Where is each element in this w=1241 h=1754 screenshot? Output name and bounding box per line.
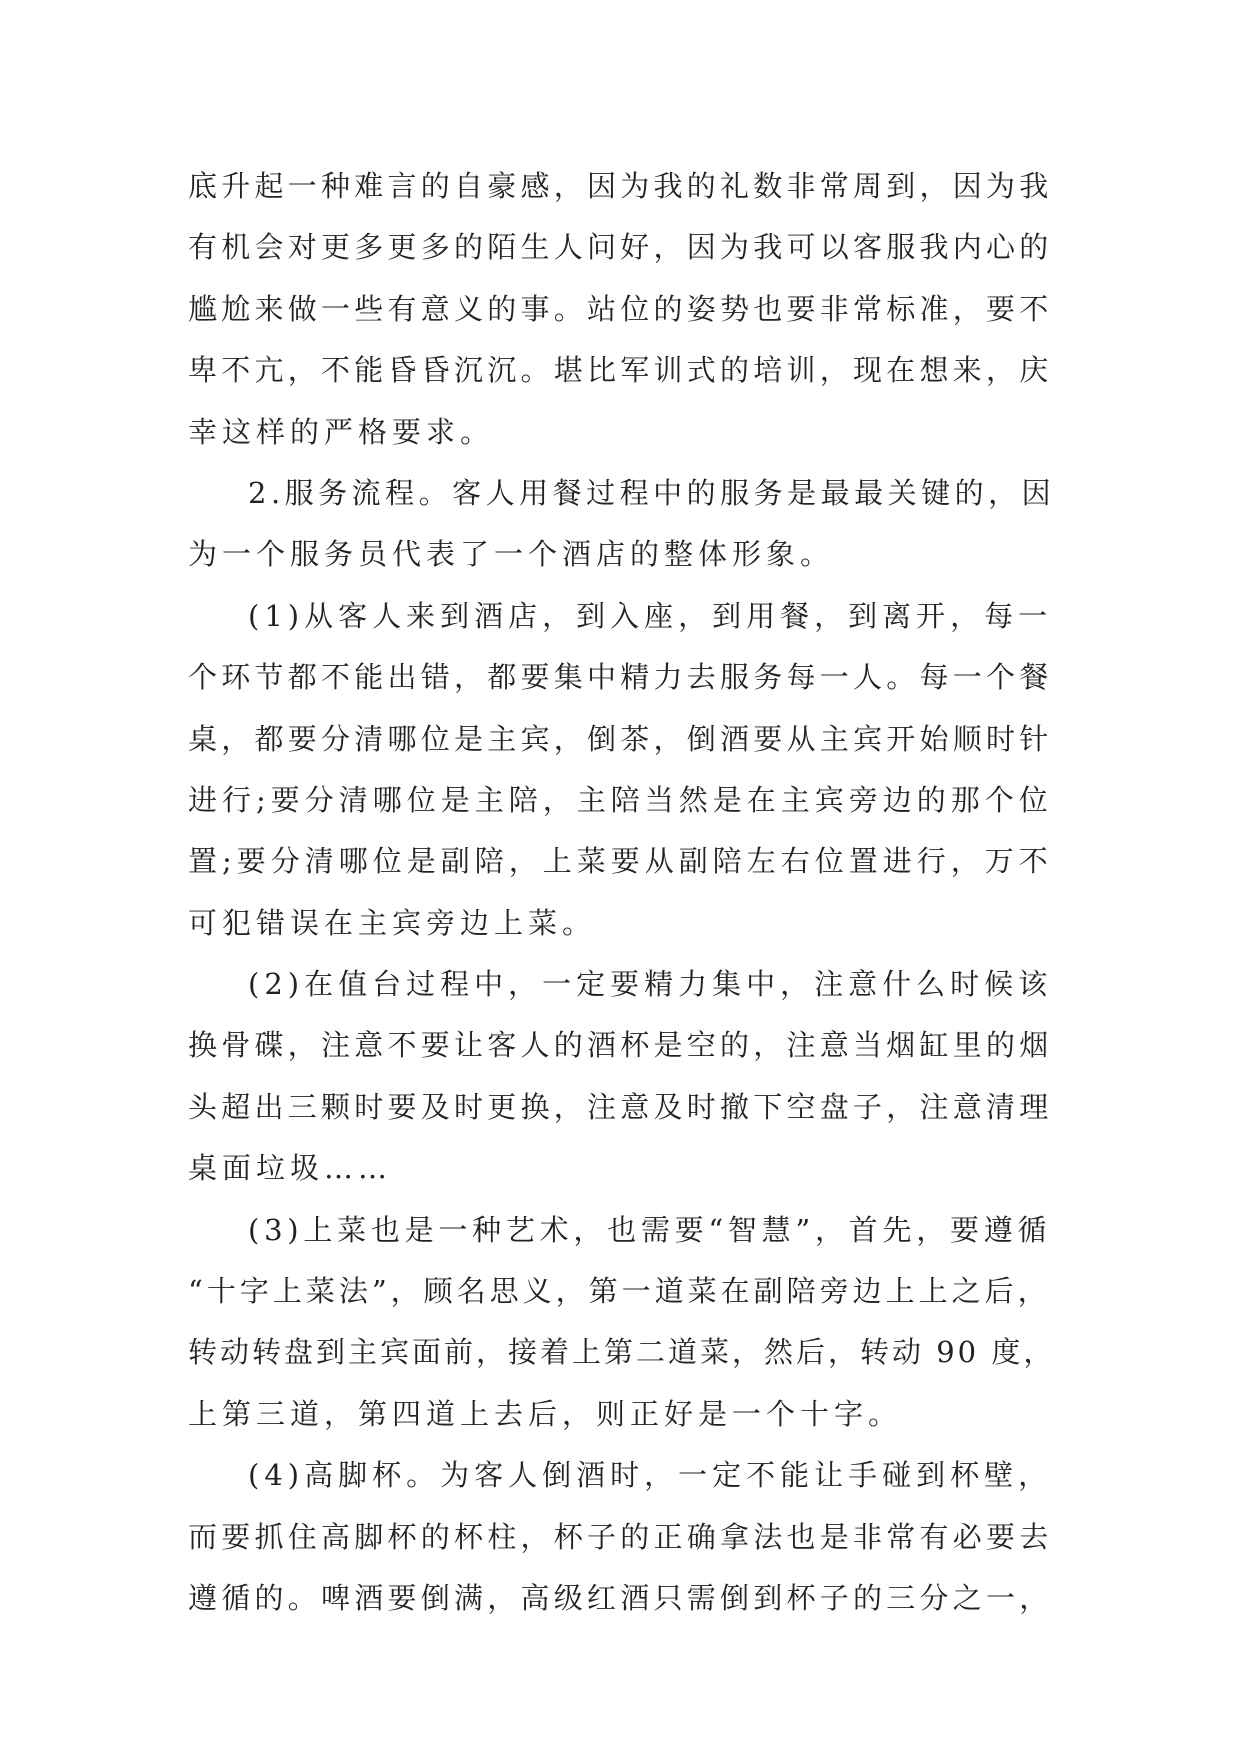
text-line: 进行;要分清哪位是主陪，主陪当然是在主宾旁边的那个位	[188, 782, 1053, 817]
text-line: 卑不亢，不能昏昏沉沉。堪比军训式的培训，现在想来，庆	[188, 353, 1053, 388]
document-body	[188, 156, 1056, 1629]
text-line: 个环节都不能出错，都要集中精力去服务每一人。每一个餐	[188, 660, 1053, 695]
text-line: 遵循的。啤酒要倒满，高级红酒只需倒到杯子的三分之一，	[188, 1580, 1053, 1615]
paragraph-start-line: (3)上菜也是一种艺术，也需要“智慧”，首先，要遵循	[248, 1212, 1052, 1247]
paragraph-start-line: (4)高脚杯。为客人倒酒时，一定不能让手碰到杯壁，	[248, 1458, 1053, 1493]
text-line: 底升起一种难言的自豪感，因为我的礼数非常周到，因为我	[188, 169, 1053, 203]
text-line: 转动转盘到主宾面前，接着上第二道菜，然后，转动 90 度，	[188, 1335, 1056, 1370]
paragraph-start-line: (1)从客人来到酒店，到入座，到用餐，到离开，每一	[248, 598, 1053, 633]
text-line: 尴尬来做一些有意义的事。站位的姿势也要非常标准，要不	[188, 291, 1053, 326]
text-line: 置;要分清哪位是副陪，上菜要从副陪左右位置进行，万不	[188, 844, 1053, 879]
text-line: 可犯错误在主宾旁边上菜。	[188, 905, 597, 940]
text-line: 为一个服务员代表了一个酒店的整体形象。	[188, 537, 835, 572]
text-line: 而要抓住高脚杯的杯柱，杯子的正确拿法也是非常有必要去	[188, 1519, 1053, 1554]
paragraph-start-line: 2.服务流程。客人用餐过程中的服务是最最关键的，因	[248, 475, 1056, 510]
paragraph-start-line: (2)在值台过程中，一定要精力集中，注意什么时候该	[248, 967, 1053, 1002]
text-line: 桌面垃圾……	[188, 1151, 393, 1186]
text-line: 桌，都要分清哪位是主宾，倒茶，倒酒要从主宾开始顺时针	[188, 721, 1053, 756]
text-line: 幸这样的严格要求。	[188, 414, 495, 449]
text-line: 上第三道，第四道上去后，则正好是一个十字。	[188, 1396, 903, 1431]
text-line: 头超出三颗时要及时更换，注意及时撤下空盘子，注意清理	[188, 1089, 1053, 1124]
text-line: “十字上菜法”，顾名思义，第一道菜在副陪旁边上上之后，	[188, 1274, 1051, 1309]
text-line: 有机会对更多更多的陌生人问好，因为我可以客服我内心的	[188, 230, 1053, 265]
text-line: 换骨碟，注意不要让客人的酒杯是空的，注意当烟缸里的烟	[188, 1028, 1053, 1063]
